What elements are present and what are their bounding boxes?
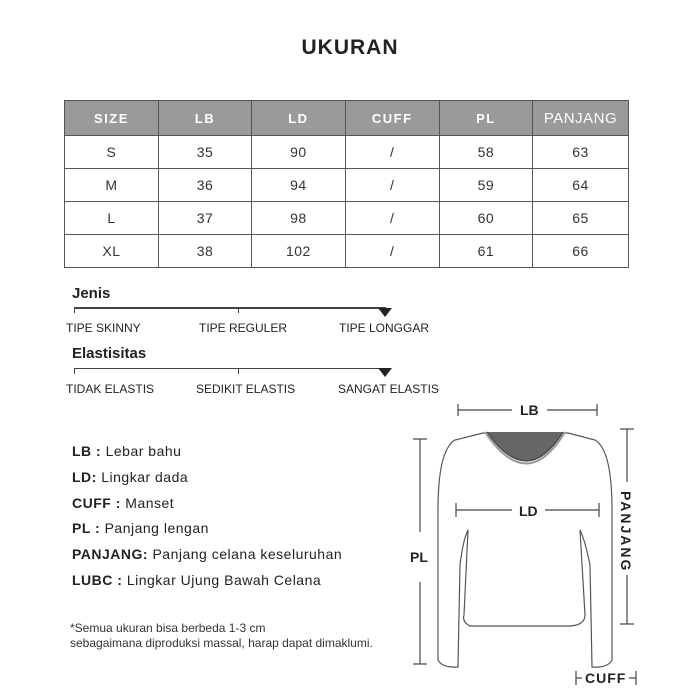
legend-key: PANJANG: xyxy=(72,546,149,563)
table-cell: 61 xyxy=(439,235,532,268)
table-cell: 63 xyxy=(533,136,629,169)
col-ld: LD xyxy=(252,101,345,136)
table-cell: 66 xyxy=(533,235,629,268)
table-cell: XL xyxy=(65,235,159,268)
table-cell: 65 xyxy=(533,202,629,235)
tick xyxy=(74,368,75,374)
table-cell: 98 xyxy=(252,202,345,235)
table-cell: M xyxy=(65,169,159,202)
legend-item xyxy=(72,495,174,511)
table-cell: 58 xyxy=(439,136,532,169)
table-cell: / xyxy=(345,235,439,268)
tick xyxy=(74,307,75,313)
table-cell: 38 xyxy=(158,235,251,268)
legend-value: Panjang celana keseluruhan xyxy=(152,546,343,563)
table-cell: / xyxy=(345,136,439,169)
table-cell: / xyxy=(345,202,439,235)
legend-item xyxy=(72,520,209,536)
tick xyxy=(238,368,239,374)
jenis-label: TIPE SKINNY xyxy=(66,321,141,335)
page-title: UKURAN xyxy=(301,36,399,59)
legend-value: Lebar bahu xyxy=(105,443,182,459)
table-cell: 60 xyxy=(439,202,532,235)
note-line: *Semua ukuran bisa berbeda 1-3 cm xyxy=(70,621,266,635)
table-cell: 94 xyxy=(252,169,345,202)
col-pl: PL xyxy=(439,101,532,136)
table-cell: 64 xyxy=(533,169,629,202)
note-line: sebagaimana diproduksi massal, harap dapat dimaklumi. xyxy=(70,636,373,650)
legend-key: LD: xyxy=(72,468,97,485)
col-lb: LB xyxy=(158,101,251,136)
table-row xyxy=(65,169,629,202)
elastisitas-label: SANGAT ELASTIS xyxy=(338,382,439,396)
size-table xyxy=(64,100,629,268)
legend-value: Panjang lengan xyxy=(104,520,209,537)
legend-item xyxy=(72,546,342,562)
table-cell: / xyxy=(345,169,439,202)
ld-label: LD xyxy=(519,503,538,519)
table-row xyxy=(65,235,629,268)
table-header xyxy=(65,101,629,136)
tick xyxy=(238,307,239,313)
table-cell: L xyxy=(65,202,159,235)
jenis-label: TIPE REGULER xyxy=(199,321,288,335)
table-cell: 37 xyxy=(158,202,251,235)
elastisitas-label: SEDIKIT ELASTIS xyxy=(196,382,296,396)
legend-key: PL : xyxy=(72,520,101,537)
jenis-label: TIPE LONGGAR xyxy=(339,321,430,335)
shirt-diagram xyxy=(400,390,700,700)
elastisitas-title: Elastisitas xyxy=(72,345,147,362)
legend-item xyxy=(72,469,188,485)
jenis-scale xyxy=(74,307,386,309)
elastisitas-marker-icon xyxy=(378,368,392,377)
legend-item xyxy=(72,443,181,459)
cuff-label: CUFF xyxy=(585,670,627,686)
col-size: SIZE xyxy=(65,101,159,136)
table-cell: S xyxy=(65,136,159,169)
col-panjang: PANJANG xyxy=(533,101,629,136)
jenis-title: Jenis xyxy=(72,285,111,302)
pl-label: PL xyxy=(410,549,428,565)
table-cell: 90 xyxy=(252,136,345,169)
legend-value: Manset xyxy=(125,494,175,511)
table-row xyxy=(65,136,629,169)
legend-value: Lingkar dada xyxy=(101,468,189,485)
table-cell: 36 xyxy=(158,169,251,202)
legend-key: LB : xyxy=(72,443,102,459)
elastisitas-label: TIDAK ELASTIS xyxy=(66,382,155,396)
col-cuff: CUFF xyxy=(345,101,439,136)
table-cell: 102 xyxy=(252,235,345,268)
legend-key: CUFF : xyxy=(72,494,121,511)
legend-key: LUBC : xyxy=(72,572,123,588)
jenis-marker-icon xyxy=(378,308,392,317)
table-cell: 59 xyxy=(439,169,532,202)
table-row xyxy=(65,202,629,235)
shirt-icon xyxy=(438,432,612,667)
lb-label: LB xyxy=(520,402,539,418)
elastisitas-scale xyxy=(74,368,386,369)
panjang-label: PANJANG xyxy=(618,491,634,573)
table-cell: 35 xyxy=(158,136,251,169)
legend-item xyxy=(72,572,321,588)
legend-value: Lingkar Ujung Bawah Celana xyxy=(126,572,322,588)
